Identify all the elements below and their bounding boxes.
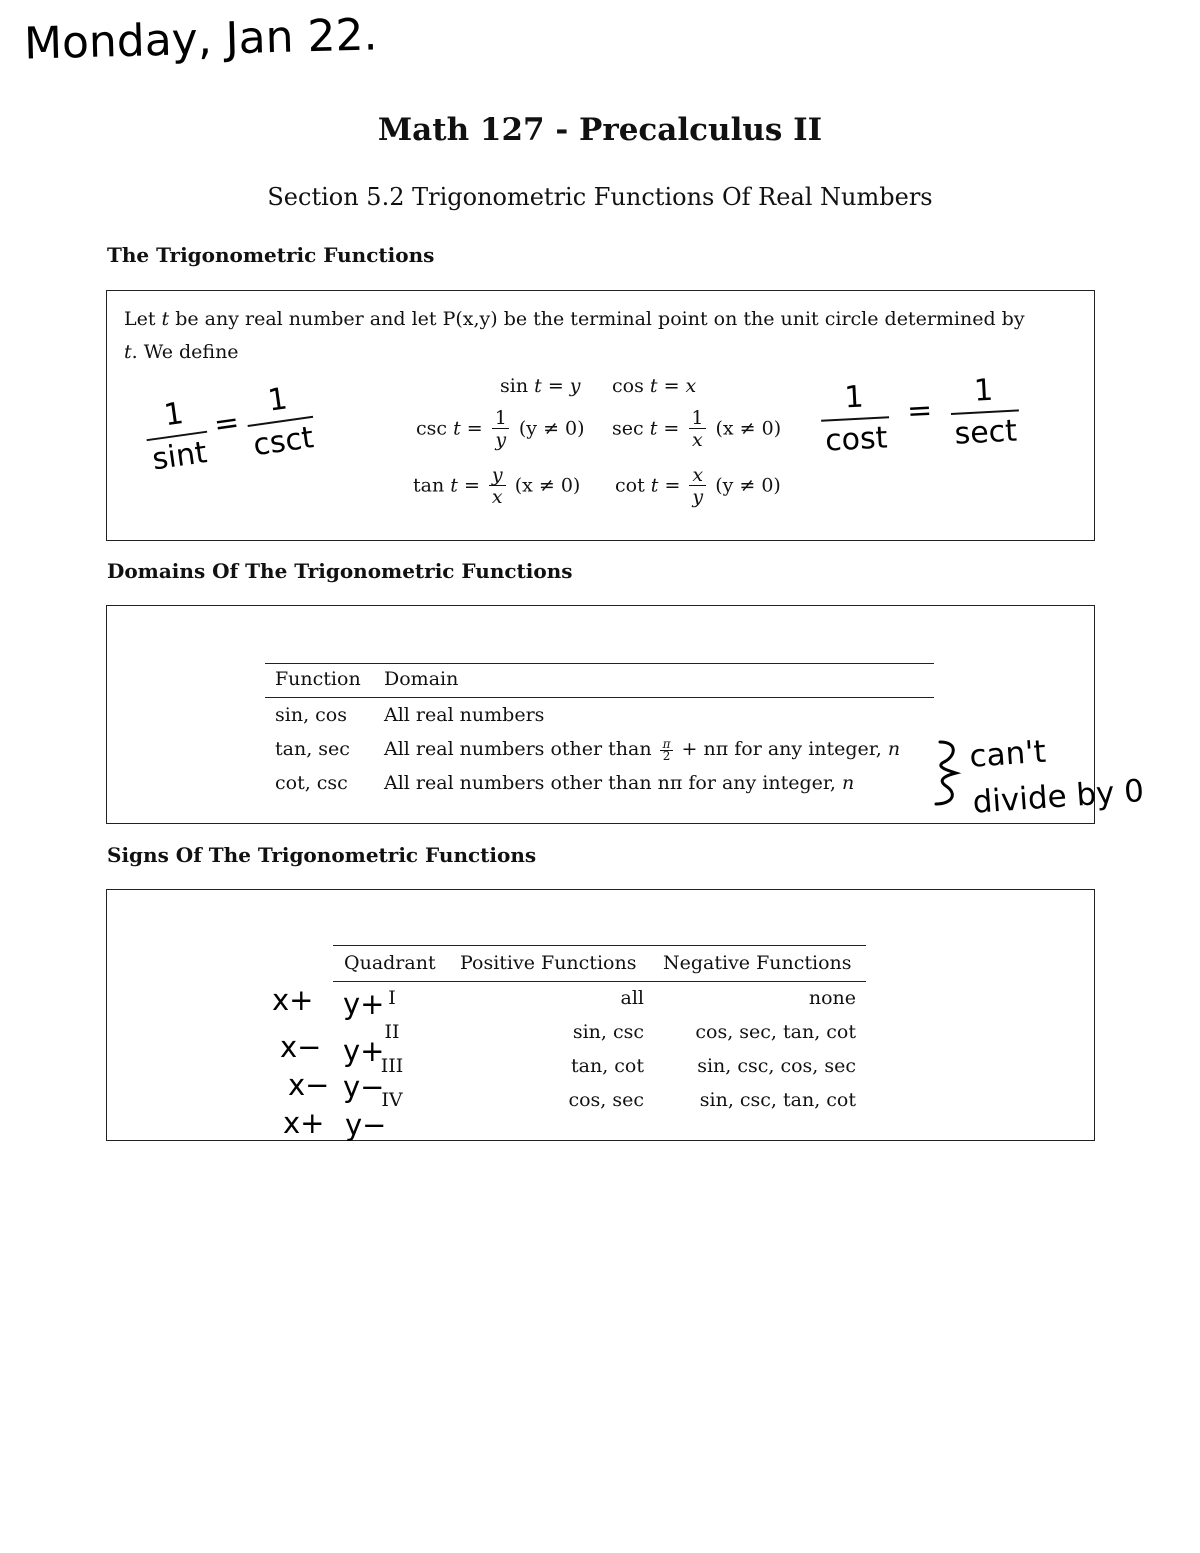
negative-cell: cos, sec, tan, cot [695, 1021, 856, 1043]
heading-trig-functions: The Trigonometric Functions [107, 243, 435, 267]
hand-numerator: 1 [843, 379, 865, 416]
var-y: y [569, 375, 581, 397]
handwritten-sign-x: x+ [283, 1106, 325, 1140]
var-t: t [450, 474, 458, 497]
definition-part: Let [124, 308, 162, 330]
numerator: 1 [691, 407, 704, 429]
hand-equals: = [211, 404, 242, 443]
domain-text: + nπ for any integer, [675, 738, 888, 760]
fn-name: sin [500, 375, 529, 397]
hand-fraction [948, 369, 1021, 454]
domain-text: All real numbers other than [384, 738, 658, 760]
formula-sec [612, 408, 781, 451]
fn-name: tan [413, 474, 445, 497]
var-t: t [453, 417, 461, 440]
numerator: 1 [494, 407, 507, 429]
handwritten-brace-icon [930, 738, 964, 808]
col-header-quadrant: Quadrant [344, 952, 436, 974]
handwritten-sign-y: y+ [343, 1034, 385, 1068]
var-n: n [887, 738, 901, 760]
hand-fraction [141, 391, 213, 481]
positive-cell: cos, sec [568, 1089, 644, 1111]
quadrant-cell: II [384, 1021, 400, 1043]
fn-name: sec [612, 417, 644, 440]
denominator: 2 [660, 750, 674, 762]
formula-sin [500, 375, 581, 397]
fraction [689, 465, 706, 508]
definition-part: be any real number and let P(x,y) be the terminal point on the unit circle determined by [169, 308, 1025, 330]
domain-text: All real numbers other than nπ for any integer, [384, 772, 842, 794]
denominator: x [489, 485, 506, 508]
hand-denominator: sint [147, 431, 213, 481]
col-header-function: Function [275, 668, 361, 690]
quadrant-cell: III [380, 1055, 404, 1077]
hand-numerator: 1 [161, 396, 186, 434]
formula-tan [413, 465, 580, 508]
definition-text [124, 303, 1084, 369]
numerator: x [692, 464, 704, 486]
var-t: t [649, 417, 658, 440]
condition: (x ≠ 0) [514, 474, 581, 497]
negative-cell: sin, csc, tan, cot [699, 1089, 856, 1111]
equals-sign: = [466, 417, 483, 440]
formula-cos [612, 375, 696, 397]
positive-cell: all [620, 987, 644, 1009]
hand-equals: = [906, 392, 934, 429]
equals-sign: = [663, 375, 680, 397]
condition: (y ≠ 0) [715, 474, 781, 497]
fraction [492, 408, 510, 451]
definition-part: . We define [131, 341, 239, 363]
domain-row-function: cot, csc [275, 772, 348, 794]
numerator: π [662, 736, 671, 751]
handwritten-sign-y: y+ [343, 987, 385, 1021]
domain-row-domain [384, 772, 854, 794]
positive-cell: tan, cot [571, 1055, 644, 1077]
var-t: t [650, 474, 659, 497]
domain-row-function: sin, cos [275, 704, 347, 726]
denominator: y [689, 485, 706, 508]
fraction-pi-over-2 [660, 736, 674, 763]
fn-name: csc [416, 417, 448, 440]
heading-signs: Signs Of The Trigonometric Functions [107, 843, 537, 867]
var-t: t [649, 375, 658, 397]
table-rule-top [265, 663, 934, 664]
handwritten-sign-x: x− [288, 1068, 330, 1102]
handwritten-note-cos-sec [816, 369, 1024, 462]
handwritten-sign-y: y− [343, 1070, 385, 1104]
fraction [688, 408, 706, 451]
domain-row-function: tan, sec [275, 738, 350, 760]
denominator: y [492, 428, 509, 451]
fraction [489, 465, 506, 508]
negative-cell: none [808, 987, 856, 1009]
hand-fraction [819, 376, 891, 461]
handwritten-sign-x: x− [280, 1030, 322, 1064]
domain-row-domain [384, 738, 900, 762]
fn-name: cot [615, 474, 645, 497]
equals-sign: = [463, 474, 480, 497]
signs-rule-mid [333, 981, 866, 982]
var-n: n [841, 772, 855, 794]
fn-name: cos [612, 375, 644, 397]
col-header-negative: Negative Functions [663, 952, 852, 974]
domain-row-domain: All real numbers [384, 704, 545, 726]
hand-denominator: csct [248, 416, 320, 467]
var-t: t [124, 341, 132, 363]
positive-cell: sin, csc [572, 1021, 644, 1043]
hand-numerator: 1 [973, 372, 994, 409]
condition: (y ≠ 0) [518, 417, 585, 440]
hand-fraction [242, 376, 319, 466]
var-t: t [534, 375, 542, 397]
numerator: y [491, 464, 503, 486]
negative-cell: sin, csc, cos, sec [697, 1055, 856, 1077]
denominator: x [689, 428, 706, 451]
quadrant-cell: I [388, 987, 396, 1009]
col-header-domain: Domain [384, 668, 459, 690]
formula-csc [416, 408, 585, 451]
col-header-positive: Positive Functions [460, 952, 637, 974]
var-t: t [161, 308, 170, 330]
page-subtitle: Section 5.2 Trigonometric Functions Of Real Numbers [267, 183, 933, 211]
handwritten-note-divide-by-zero: can't divide by 0 [968, 733, 1146, 821]
page-title: Math 127 - Precalculus II [377, 112, 823, 148]
hand-numerator: 1 [265, 381, 290, 419]
signs-rule-top [333, 945, 866, 946]
equals-sign: = [664, 474, 681, 497]
equals-sign: = [663, 417, 680, 440]
handwritten-sign-x: x+ [272, 983, 314, 1017]
hand-denominator: sect [950, 409, 1020, 455]
heading-domains: Domains Of The Trigonometric Functions [107, 559, 573, 583]
equals-sign: = [547, 375, 564, 397]
handwritten-date: Monday, Jan 22. [23, 9, 379, 70]
hand-denominator: cost [821, 416, 891, 462]
formula-cot [615, 465, 781, 508]
quadrant-cell: IV [381, 1089, 403, 1111]
condition: (x ≠ 0) [715, 417, 782, 440]
handwritten-sign-y: y− [345, 1108, 387, 1142]
var-x: x [685, 375, 697, 397]
table-rule-mid [265, 697, 934, 698]
